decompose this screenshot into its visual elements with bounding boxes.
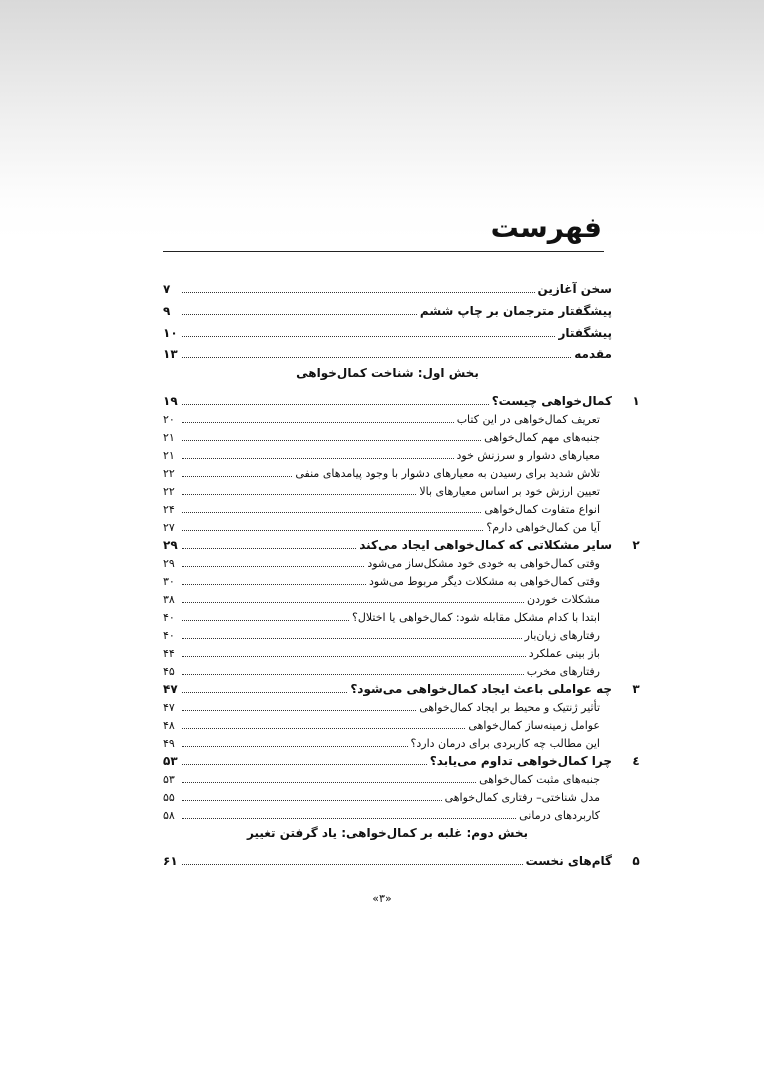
dot-leader <box>182 656 526 657</box>
toc-subentry <box>163 623 612 643</box>
toc-subentry <box>163 785 612 805</box>
toc-page-number: ۱۹ <box>163 394 178 409</box>
dot-leader <box>182 800 442 801</box>
toc-page-number: ۴۵ <box>163 665 175 679</box>
part-heading: بخش اول: شناخت کمال‌خواهی <box>296 366 479 380</box>
page-title: فهرست <box>490 211 602 244</box>
toc-subentry <box>163 461 612 481</box>
toc-page-number: ۵۳ <box>163 773 175 787</box>
toc-title: انواع متفاوت کمال‌خواهی <box>484 503 600 517</box>
toc-page-number: ۵۸ <box>163 809 175 823</box>
title-rule <box>163 251 604 252</box>
dot-leader <box>182 746 408 747</box>
toc-subentry <box>163 641 612 661</box>
toc-title: تأثیر ژنتیک و محیط بر ایجاد کمال‌خواهی <box>419 701 600 715</box>
toc-title: مشکلات خوردن <box>527 593 600 607</box>
toc-subentry <box>163 731 612 751</box>
part-heading: بخش دوم: غلبه بر کمال‌خواهی: یاد گرفتن تغییر <box>246 826 528 840</box>
toc-page-number: ۱۳ <box>163 347 178 362</box>
dot-leader <box>182 314 417 315</box>
dot-leader <box>182 422 454 423</box>
toc-page-number: ۶۱ <box>163 854 178 869</box>
page-number: «۳» <box>372 892 392 905</box>
toc-page-number: ۲۷ <box>163 521 175 535</box>
dot-leader <box>182 566 364 567</box>
dot-leader <box>182 638 522 639</box>
toc-subentry <box>163 659 612 679</box>
toc-page-number: ۵۳ <box>163 754 178 769</box>
toc-title: سخن آغازین <box>537 282 612 297</box>
chapter-number: ۱ <box>632 394 640 408</box>
toc-chapter-entry <box>163 677 640 697</box>
toc-title: ابتدا با کدام مشکل مقابله شود: کمال‌خواهی یا اختلال؟ <box>352 611 600 625</box>
toc-page-number: ۲۹ <box>163 557 175 571</box>
toc-page-number: ۴۰ <box>163 629 175 643</box>
toc-chapter-entry <box>163 849 640 869</box>
dot-leader <box>182 292 535 293</box>
toc-title: سایر مشکلاتی که کمال‌خواهی ایجاد می‌کند <box>359 538 612 553</box>
toc-subentry <box>163 695 612 715</box>
dot-leader <box>182 620 349 621</box>
toc-entry <box>163 299 612 319</box>
toc-page-number: ۱۰ <box>163 326 178 341</box>
toc-subentry <box>163 569 612 589</box>
toc-subentry <box>163 479 612 499</box>
toc-chapter-entry <box>163 749 640 769</box>
toc-page-number: ۲۰ <box>163 413 175 427</box>
chapter-number: ۲ <box>632 538 640 552</box>
toc-title: این مطالب چه کاربردی برای درمان دارد؟ <box>410 737 600 751</box>
toc-title: چه عواملی باعث ایجاد کمال‌خواهی می‌شود؟ <box>350 682 612 697</box>
toc-subentry <box>163 407 612 427</box>
dot-leader <box>182 530 483 531</box>
toc-title: جنبه‌های مثبت کمال‌خواهی <box>479 773 600 787</box>
toc-title: تعریف کمال‌خواهی در این کتاب <box>456 413 600 427</box>
dot-leader <box>182 440 481 441</box>
dot-leader <box>182 458 454 459</box>
dot-leader <box>182 584 366 585</box>
toc-title: وقتی کمال‌خواهی به خودی خود مشکل‌ساز می‌شود <box>367 557 600 571</box>
dot-leader <box>182 692 347 693</box>
dot-leader <box>182 782 476 783</box>
toc-title: مقدمه <box>574 347 612 362</box>
toc-subentry <box>163 767 612 787</box>
chapter-number: ۵ <box>632 854 640 868</box>
dot-leader <box>182 864 523 865</box>
dot-leader <box>182 357 571 358</box>
dot-leader <box>182 728 465 729</box>
dot-leader <box>182 602 524 603</box>
toc-title: معیارهای دشوار و سرزنش خود <box>456 449 600 463</box>
toc-title: جنبه‌های مهم کمال‌خواهی <box>484 431 600 445</box>
toc-title: مدل شناختی– رفتاری کمال‌خواهی <box>444 791 600 805</box>
dot-leader <box>182 494 416 495</box>
toc-title: گام‌های نخست <box>525 854 612 869</box>
toc-subentry <box>163 551 612 571</box>
dot-leader <box>182 710 416 711</box>
toc-title: آیا من کمال‌خواهی دارم؟ <box>486 521 600 535</box>
chapter-number: ٤ <box>632 754 640 768</box>
toc-page-number: ۳۰ <box>163 575 175 589</box>
toc-subentry <box>163 443 612 463</box>
dot-leader <box>182 764 427 765</box>
dot-leader <box>182 674 524 675</box>
toc-page-number: ۷ <box>163 282 171 297</box>
toc-subentry <box>163 713 612 733</box>
toc-title: رفتارهای مخرب <box>526 665 600 679</box>
toc-page-number: ۲۴ <box>163 503 175 517</box>
toc-page-number: ۲۲ <box>163 467 175 481</box>
toc-chapter-entry <box>163 389 640 409</box>
toc-page-number: ۴۴ <box>163 647 175 661</box>
toc-title: چرا کمال‌خواهی تداوم می‌یابد؟ <box>429 754 612 769</box>
dot-leader <box>182 404 489 405</box>
toc-page-number: ۴۷ <box>163 701 175 715</box>
toc-title: عوامل زمینه‌ساز کمال‌خواهی <box>468 719 600 733</box>
dot-leader <box>182 818 516 819</box>
toc-page-number: ۲۱ <box>163 431 175 445</box>
chapter-number: ۳ <box>632 682 640 696</box>
toc-page-number: ۴۷ <box>163 682 178 697</box>
toc-page-number: ۲۲ <box>163 485 175 499</box>
dot-leader <box>182 476 292 477</box>
toc-subentry <box>163 425 612 445</box>
toc-title: کاربردهای درمانی <box>519 809 600 823</box>
toc-page-number: ۴۰ <box>163 611 175 625</box>
toc-page-number: ۲۱ <box>163 449 175 463</box>
toc-page-number: ۳۸ <box>163 593 175 607</box>
toc-subentry <box>163 803 612 823</box>
toc-entry <box>163 342 612 362</box>
toc-title: کمال‌خواهی چیست؟ <box>491 394 612 409</box>
toc-entry <box>163 321 612 341</box>
toc-subentry <box>163 587 612 607</box>
dot-leader <box>182 336 555 337</box>
toc-page-number: ۵۵ <box>163 791 175 805</box>
toc-title: پیشگفتار مترجمان بر چاپ ششم <box>419 304 612 319</box>
toc-title: رفتارهای زیان‌بار <box>524 629 600 643</box>
toc-page-number: ۲۹ <box>163 538 178 553</box>
toc-title: وقتی کمال‌خواهی به مشکلات دیگر مربوط می‌شود <box>369 575 600 589</box>
toc-page-number: ۹ <box>163 304 171 319</box>
toc-subentry <box>163 605 612 625</box>
toc-page-number: ۴۹ <box>163 737 175 751</box>
toc-page-number: ۴۸ <box>163 719 175 733</box>
toc-title: پیشگفتار <box>558 326 612 341</box>
toc-subentry <box>163 515 612 535</box>
toc-subentry <box>163 497 612 517</box>
dot-leader <box>182 548 356 549</box>
toc-entry <box>163 277 612 297</box>
toc-chapter-entry <box>163 533 640 553</box>
toc-title: تعیین ارزش خود بر اساس معیارهای بالا <box>419 485 600 499</box>
toc-title: تلاش شدید برای رسیدن به معیارهای دشوار با وجود پیامدهای منفی <box>295 467 600 481</box>
dot-leader <box>182 512 481 513</box>
toc-title: باز بینی عملکرد <box>528 647 600 661</box>
